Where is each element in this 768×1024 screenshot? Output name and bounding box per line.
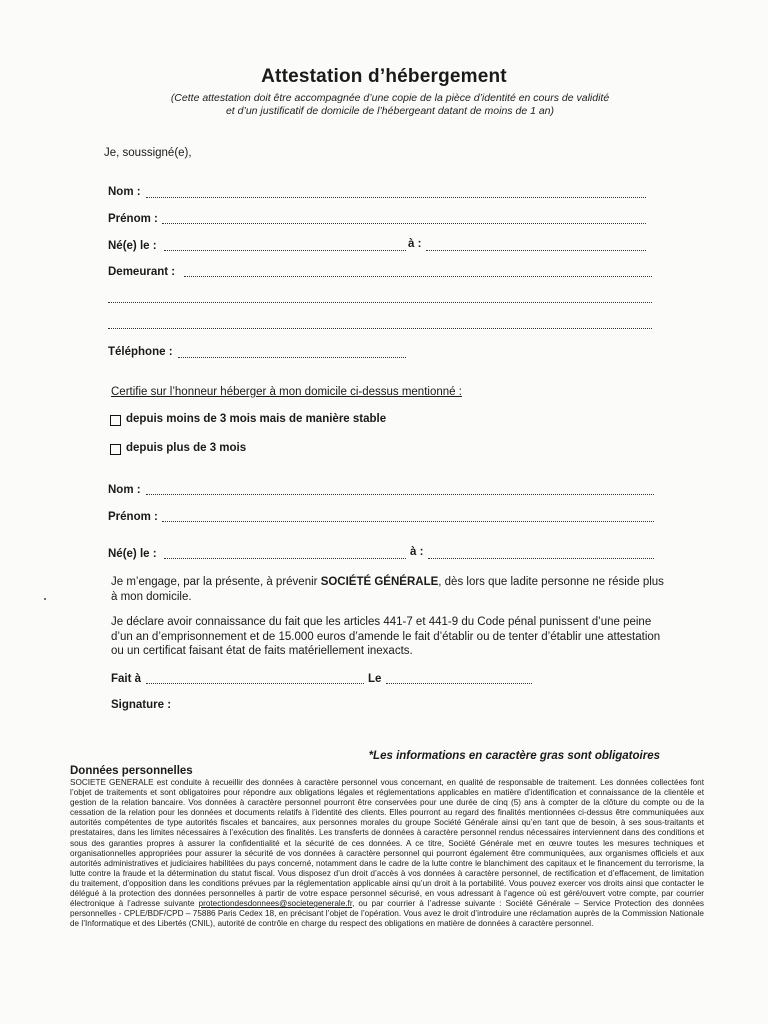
prenom-field[interactable] xyxy=(162,223,646,224)
le-field[interactable] xyxy=(386,683,532,684)
heberge-lieu-naissance-label: à : xyxy=(410,546,424,558)
telephone-field[interactable] xyxy=(178,357,406,358)
demeurant-label: Demeurant : xyxy=(108,266,176,278)
lieu-naissance-field[interactable] xyxy=(426,250,646,251)
nom-field[interactable] xyxy=(146,197,646,198)
adresse-field-3[interactable] xyxy=(108,328,652,329)
declaration-paragraph: Je déclare avoir connaissance du fait que les articles 441-7 et 441-9 du Code pénal punissent d’une peine d’un an d’emprisonnement et de 15.000 euros d’amende le fait d’établir ou de tenter d’établir une attestation ou un certificat faisant état de faits matériellement inexacts. xyxy=(111,616,661,657)
nom-label: Nom : xyxy=(108,186,141,198)
fait-a-label: Fait à xyxy=(111,673,142,685)
date-naissance-field[interactable] xyxy=(164,250,406,251)
signature-label: Signature : xyxy=(111,699,172,711)
engagement-before: Je m’engage, par la présente, à prévenir xyxy=(111,576,321,588)
heberge-nom-label: Nom : xyxy=(108,484,141,496)
heberge-lieu-naissance-field[interactable] xyxy=(428,558,654,559)
heberge-prenom-field[interactable] xyxy=(162,521,654,522)
heberge-date-naissance-field[interactable] xyxy=(164,558,406,559)
subtitle-line-2: et d’un justificatif de domicile de l’hébergeant datant de moins de 1 an) xyxy=(225,105,555,117)
scan-speck xyxy=(44,598,46,600)
donnees-text-after: , ou par courrier à l’adresse suivante : Société Générale – Service Protection des données personnelles - CPLE/BDF/CPD – 75886 Paris Cedex 18, en précisant l’objet de l’opération. Vous avez le droit d’introduire une réclamation auprès de la Commission Nationale de l’Informatique et des Libertés (CNIL), autorité de contrôle en charge du respect des obligations en matière de données à caractère personnel. xyxy=(70,899,704,929)
heberge-prenom-label: Prénom : xyxy=(108,511,158,523)
engagement-company: SOCIÉTÉ GÉNÉRALE xyxy=(320,576,439,588)
lieu-naissance-label: à : xyxy=(408,238,422,250)
document-title: Attestation d’hébergement xyxy=(261,66,507,87)
subtitle-line-1: (Cette attestation doit être accompagnée d’une copie de la pièce d’identité en cours de validité xyxy=(170,92,610,104)
telephone-label: Téléphone : xyxy=(108,346,173,358)
engagement-paragraph xyxy=(111,575,671,604)
donnees-text-before: SOCIETE GENERALE est conduite à recueillir des données à caractère personnel vous concernant, en qualité de responsable de traitement. Les données collectées font l’objet de traitements et sont obligatoires pour répondre aux obligations légales et réglementations applicables en matière d’identification et connaissance de la clientèle et gestion de la relation bancaire. Vos données à caractère personnel pourront être conservées pour une durée de cinq (5) ans à compter de la clôture du compte ou de la cessation de la relation pour les données et documents relatifs à l’identité des clients. Elles pourront au regard des finalités mentionnées ci-dessus être communiquées aux autorités compétentes de type autorités fiscales et bancaires, aux personnes morales du groupe Société Générale ainsi qu’en tant que de besoin, à ses sous-traitants et prestataires, dans les limites nécessaires à l’exécution des finalités. Les transferts de données à caractère personnel rendus nécessaires interviennent dans des conditions et sous des garanties propres à assurer la confidentialité et la sécurité de ces données. A ce titre, Société Générale met en œuvre toutes les mesures techniques et organisationnelles appropriées pour assurer la sécurité de vos données à caractère personnel qui pourront également être communiquées, aux organismes officiels et aux autorités administratives et judiciaires habilitées du pays concerné, notamment dans le cadre de la lutte contre le blanchiment des capitaux et le financement du terrorisme, la lutte contre la fraude et la détermination du statut fiscal. Vous disposez d’un droit d’accès à vos données à caractère personnel, de rectification et d’effacement, de limitation du traitement, d’opposition dans les conditions prévues par la réglementation applicable ainsi qu’un droit à la portabilité. Vous pouvez exercer vos droits ainsi que contacter le délégué à la protection des données personnelles à partir de votre espace personnel sécurisé, en vous adressant à l’agence où est géré/ouvert votre compte, par courrier électronique à l’adresse suivante xyxy=(70,778,704,909)
checkbox-moins-3-mois[interactable] xyxy=(110,415,121,426)
donnees-email-link[interactable]: protectiondesdonnees@societegenerale.fr xyxy=(198,899,353,909)
certifie-text: Certifie sur l’honneur héberger à mon domicile ci-dessus mentionné : xyxy=(111,386,462,398)
adresse-field-2[interactable] xyxy=(108,302,652,303)
engagement-after: , dès lors que ladite personne ne réside plus à mon domicile. xyxy=(111,576,664,603)
date-naissance-label: Né(e) le : xyxy=(108,240,157,252)
document-subtitle xyxy=(120,92,660,118)
option-moins-3-mois-label: depuis moins de 3 mois mais de manière stable xyxy=(126,413,387,425)
fait-a-field[interactable] xyxy=(146,683,364,684)
donnees-title: Données personnelles xyxy=(70,765,193,777)
adresse-field-1[interactable] xyxy=(184,276,652,277)
mandatory-note: *Les informations en caractère gras sont obligatoires xyxy=(368,750,660,762)
heberge-nom-field[interactable] xyxy=(146,494,654,495)
option-plus-3-mois-label: depuis plus de 3 mois xyxy=(126,442,247,454)
donnees-text xyxy=(70,778,704,929)
checkbox-plus-3-mois[interactable] xyxy=(110,444,121,455)
prenom-label: Prénom : xyxy=(108,213,158,225)
intro-text: Je, soussigné(e), xyxy=(104,147,192,159)
le-label: Le xyxy=(368,673,382,685)
heberge-date-naissance-label: Né(e) le : xyxy=(108,548,157,560)
